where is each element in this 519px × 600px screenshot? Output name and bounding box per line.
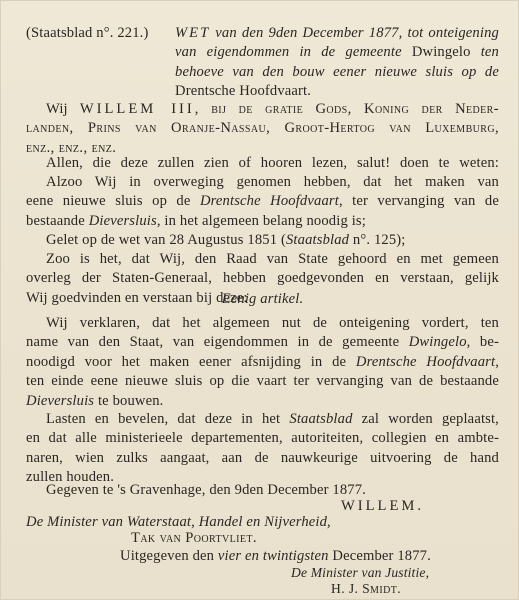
heading-line-2: van eigendommen in de gemeente Dwingelo ten (175, 44, 499, 61)
heading-line-4: Drentsche Hoofdvaart. (175, 83, 312, 100)
staatsblad-reference: (Staatsblad n°. 221.) (26, 25, 149, 41)
law-heading (175, 24, 499, 102)
published-date-block (120, 547, 500, 566)
paragraph-zoo: Zoo is het, dat Wij, den Raad van State gehoord en met gemeen overleg der Staten-Generaal, hebben goedgevonden en verstaan, gelijk Wij goedvinden en verstaan bij deze: (26, 251, 499, 306)
heading-title-word: WET (175, 25, 211, 41)
signature-king: WILLEM. (341, 498, 425, 514)
published-date: Uitgegeven den vier en twintigsten December 1877. (120, 548, 431, 564)
heading-line-3: behoeve van den bouw eener nieuwe sluis op de (175, 63, 499, 80)
paragraph-alzoo: Alzoo Wij in overweging genomen hebben, dat het maken van eene nieuwe sluis op de Drentsche Hoofdvaart, ter vervanging van de bestaande Dieversluis, in het algemeen belang noodig is; (26, 174, 499, 229)
preamble-line-2: landen, Prins van Oranje-Nassau, Groot-Hertog van Luxemburg, (26, 120, 499, 137)
minister1-name: Tak van Poortvliet. (131, 530, 257, 546)
preamble (26, 100, 499, 158)
minister2-signature (291, 565, 429, 597)
minister1-name-block (131, 529, 431, 548)
artikel-heading: Eenig artikel. (221, 291, 304, 307)
minister1-title: De Minister van Waterstaat, Handel en Nijverheid, (26, 514, 331, 530)
king-name: WILLEM III (79, 101, 195, 117)
minister2-name: H. J. Smidt. (331, 581, 402, 596)
heading-line-1: WET van den 9den December 1877, tot onteigening (175, 25, 499, 41)
preamble-line-1: Wij WILLEM III, bij de gratie Gods, Koning der Neder- (46, 101, 499, 117)
preamble-line-3: enz., enz., enz. (26, 139, 117, 156)
minister2-title: De Minister van Justitie, (291, 565, 430, 580)
paragraph-allen: Allen, die deze zullen zien of hooren lezen, salut! doen te weten: (46, 155, 499, 171)
paragraph-lasten: Lasten en bevelen, dat deze in het Staatsblad zal worden geplaatst, en dat alle ministerieele departementen, autoriteiten, collegien en ambte- naren, wien zulks aangaat, aan de nauwkeurige uitvoering de hand zullen houden. (26, 411, 499, 486)
given-date: Gegeven te 's Gravenhage, den 9den December 1877. (46, 482, 366, 498)
paragraph-gelet: Gelet op de wet van 28 Augustus 1851 (Staatsblad n°. 125); (46, 232, 406, 248)
paragraph-verklaren: Wij verklaren, dat het algemeen nut de onteigening vordert, ten name van den Staat, van eigendommen in de gemeente Dwingelo, be- noodigd voor het maken eener afsnijding in de Drentsche Hoofdvaart, ten einde eene nieuwe sluis op die vaart ter vervanging van de bestaande Dieversluis te bouwen. (26, 315, 500, 409)
